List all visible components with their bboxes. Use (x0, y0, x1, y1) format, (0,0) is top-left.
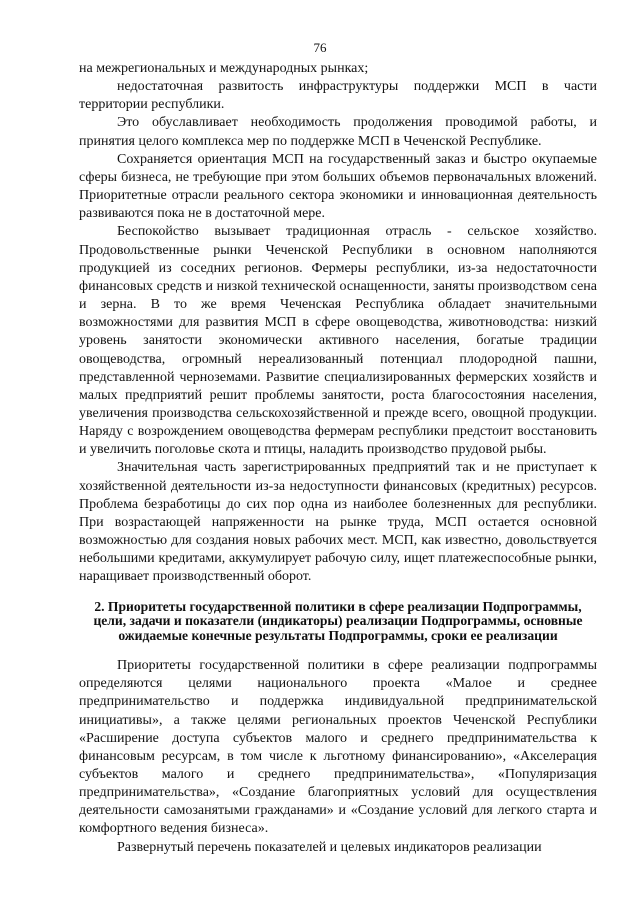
paragraph-priorities: Приоритеты государственной политики в сфере реализации подпрограммы определяются целями национального проекта «Малое и среднее предпринимательство и поддержка индивидуальной предпринимательской инициативы», а также целями региональных проектов Чеченской Республики «Расширение доступа субъектов малого и среднего предпринимательства к финансовым ресурсам, в том числе к льготному финансированию», «Акселерация субъектов малого и среднего предпринимательства», «Популяризация предпринимательства», «Создание благоприятных условий для осуществления деятельности самозанятыми гражданами» и «Создание условий для легкого старта и комфортного ведения бизнеса». (79, 658, 597, 837)
paragraph-orientation: Сохраняется ориентация МСП на государственный заказ и быстро окупаемые сферы бизнеса, не требующие при этом больших объемов первоначальных вложений. Приоритетные отрасли реального сектора экономики и инновационная деятельность развиваются пока не в достаточной мере. (79, 151, 597, 222)
paragraph-agriculture: Беспокойство вызывает традиционная отрасль - сельское хозяйство. Продовольственные рынки Чеченской Республики в основном наполняются продукцией из соседних регионов. Фермеры республики, из-за недостаточности финансовых средств и низкой технической оснащенности, заняты производством сена и зерна. В то же время Чеченская Республика обладает значительными возможностями для развития МСП в сфере овощеводства, животноводства: низкий уровень занятости экономически активного населения, богатые традиции овощеводства, огромный нереализованный потенциал плодородной пашни, представленной черноземами. Развитие специализированных фермерских хозяйств и малых предприятий решит проблемы занятости, роста благосостояния населения, увеличения производства сельскохозяйственной и прежде всего, овощной продукции. Наряду с возрождением овощеводства фермерам республики предстоит восстановить и увеличить поголовье скота и птицы, наладить производство прудовой рыбы. (79, 224, 597, 458)
paragraph-continuation: на межрегиональных и международных рынках; (79, 61, 369, 76)
document-body (79, 60, 597, 857)
paragraph-registered-enterprises: Значительная часть зарегистрированных предприятий так и не приступает к хозяйственной деятельности из-за недоступности финансовых (кредитных) ресурсов. Проблема безработицы до сих пор одна из наиболее болезненных для республики. При возрастающей напряженности на рынке труда, МСП остается основной возможностью для создания новых рабочих мест. МСП, как известно, довольствуется небольшими кредитами, аккумулирует рабочую силу, ищет платежеспособные рынки, наращивает производственный оборот. (79, 460, 597, 585)
paragraph-indicators: Развернутый перечень показателей и целевых индикаторов реализации (117, 839, 542, 855)
paragraph-necessity: Это обуславливает необходимость продолжения проводимой работы, и принятия целого комплекса мер по поддержке МСП в Чеченской Республике. (79, 115, 597, 149)
section-heading: 2. Приоритеты государственной политики в сфере реализации Подпрограммы, цели, задачи и показатели (индикаторы) реализации Подпрограммы, основные ожидаемые конечные результаты Подпрограммы, сроки ее реализации (93, 598, 583, 643)
page-number: 76 (313, 40, 327, 55)
paragraph-infrastructure: недостаточная развитость инфраструктуры поддержки МСП в части территории республики. (79, 79, 597, 113)
